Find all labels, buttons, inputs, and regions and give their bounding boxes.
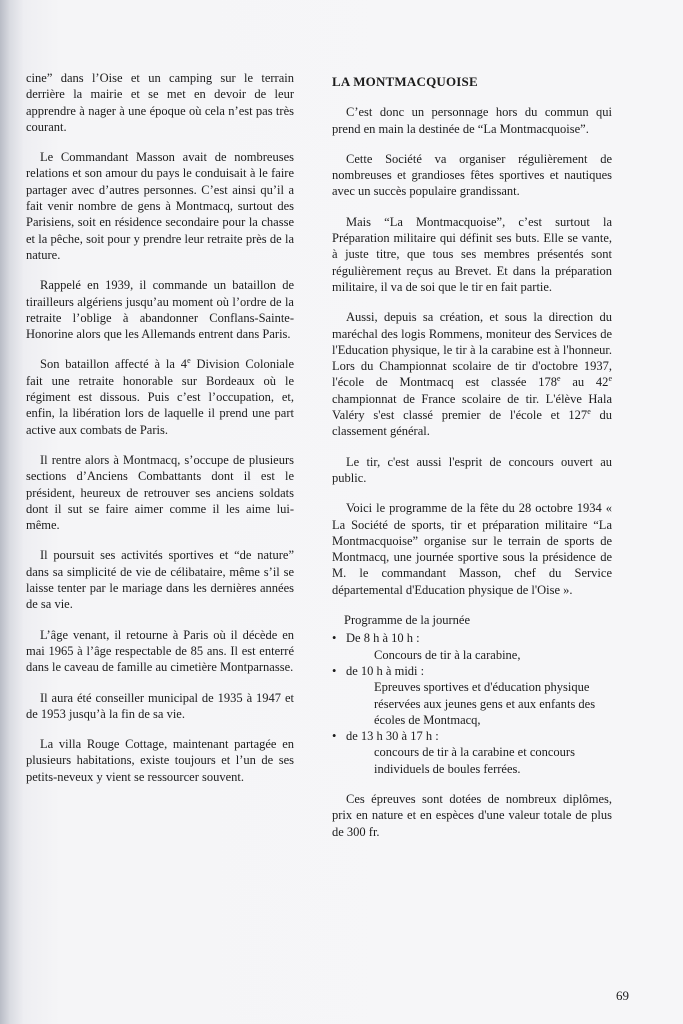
paragraph — [332, 309, 612, 439]
program-time: De 8 h à 10 h : — [346, 631, 420, 646]
program-title: Programme de la journée — [344, 613, 470, 628]
program-detail: concours de tir à la carabine et concours individuels de boules ferrées. — [374, 745, 575, 776]
paragraph: Il poursuit ses activités sportives et “de nature” dans sa simplicité de vie de célibataire, même s’il se laisse tenter par le mariage dans les dernières années de sa vie. — [26, 548, 294, 612]
text-run: Aussi, depuis sa création, et sous la direction du maréchal des logis Rommens, moniteur des Services de l'Education physique, le tir à la carabine est à l'honneur. Lors du Championnat scolaire de tir d'octobre 1937, l'école de Montmacq est classée 178 — [332, 310, 612, 390]
paragraph: Rappelé en 1939, il commande un bataillon de tirailleurs algériens jusqu’au moment où l’ordre de la retraite l’oblige à abandonner Conflans-Sainte-Honorine alors que les Allemands entrent dans Paris. — [26, 278, 294, 342]
text-run: au 42 — [560, 375, 609, 390]
paragraph: Voici le programme de la fête du 28 octobre 1934 « La Société de sports, tir et préparation militaire “La Montmacquoise” organise sur le terrain de sports de Montmacq, une journée sportive sous la présidence de M. le commandant Masson, chef du Service départemental d'Education physique de l'Oise ». — [332, 501, 612, 597]
left-column — [26, 70, 294, 799]
bullet-icon: • — [332, 663, 337, 678]
program-time: de 10 h à midi : — [346, 663, 425, 678]
program-detail: Epreuves sportives et d'éducation physique réservées aux jeunes gens et aux enfants des écoles de Montmacq, — [374, 680, 596, 727]
paragraph: Ces épreuves sont dotées de nombreux diplômes, prix en nature et en espèces d'une valeur totale de plus de 300 fr. — [332, 791, 612, 839]
program-time: de 13 h 30 à 17 h : — [346, 729, 439, 744]
superscript: e — [608, 374, 612, 384]
text-run: du classement général. — [332, 408, 612, 439]
paragraph: La villa Rouge Cottage, maintenant partagée en plusieurs habitations, existe toujours et l’un de ses petits-neveux y vient se ressourcer souvent. — [26, 737, 294, 784]
program-list — [332, 630, 612, 777]
paragraph: Le Commandant Masson avait de nombreuses relations et son amour du pays le conduisait à le faire partager avec d’autres personnes. C’est ainsi qu’il a fait venir nombre de gens à Montmacq, surtout des Parisiens, soit en résidence secondaire pour la chasse et la pêche, soit pour y prendre leur retraite près de la nature. — [26, 150, 294, 262]
paragraph: cine” dans l’Oise et un camping sur le terrain derrière la mairie et se met en devoir de leur apprendre à nager à une époque où cela n’est pas très courant. — [26, 71, 294, 134]
page-number: 69 — [616, 988, 629, 1003]
right-column — [332, 70, 612, 854]
text-run: Division Coloniale fait une retraite honorable sur Bordeaux où le régiment est dissous. Puis c’est l’occupation, et, enfin, la libération lors de laquelle il prend une part active aux combats de Paris. — [26, 357, 294, 437]
paragraph: Il rentre alors à Montmacq, s’occupe de plusieurs sections d’Anciens Combattants dont il est le président, heureux de retrouver ses anciens soldats dont il sut se faire aimer comme il les aime lui-même. — [26, 452, 294, 533]
paragraph: L’âge venant, il retourne à Paris où il décède en mai 1965 à l’âge respectable de 85 ans. Il est enterré dans le caveau de famille au cimetière Montparnasse. — [26, 627, 294, 675]
program-item — [332, 663, 612, 728]
section-heading: LA MONTMACQUOISE — [332, 74, 478, 89]
paragraph: C’est donc un personnage hors du commun qui prend en main la destinée de “La Montmacquoise”. — [332, 105, 612, 136]
program-item — [332, 630, 612, 663]
superscript: e — [187, 356, 191, 366]
paragraph — [26, 356, 294, 437]
superscript: e — [587, 406, 591, 416]
paragraph: Il aura été conseiller municipal de 1935 à 1947 et de 1953 jusqu’à la fin de sa vie. — [26, 690, 294, 721]
text-run: Son bataillon affecté à la 4 — [40, 357, 188, 372]
bullet-icon: • — [332, 631, 337, 646]
paragraph: Le tir, c'est aussi l'esprit de concours ouvert au public. — [332, 454, 612, 485]
bullet-icon: • — [332, 729, 337, 744]
text-run: championnat de France scolaire de tir. L'élève Hala Valéry s'est classé premier de l'école et 127 — [332, 391, 612, 423]
program-item — [332, 728, 612, 777]
paragraph: Cette Société va organiser régulièrement de nombreuses et grandioses fêtes sportives et nautiques avec un succès populaire grandissant. — [332, 151, 612, 199]
program-detail: Concours de tir à la carabine, — [374, 647, 521, 662]
superscript: e — [557, 374, 561, 384]
paragraph: Mais “La Montmacquoise”, c’est surtout la Préparation militaire qui définit ses buts. Elle se vante, à juste titre, que tous ses membres présentés sont régulièrement reçus au Brevet. Et dans la préparation militaire, il va de soi que le tir en fait partie. — [332, 214, 612, 294]
